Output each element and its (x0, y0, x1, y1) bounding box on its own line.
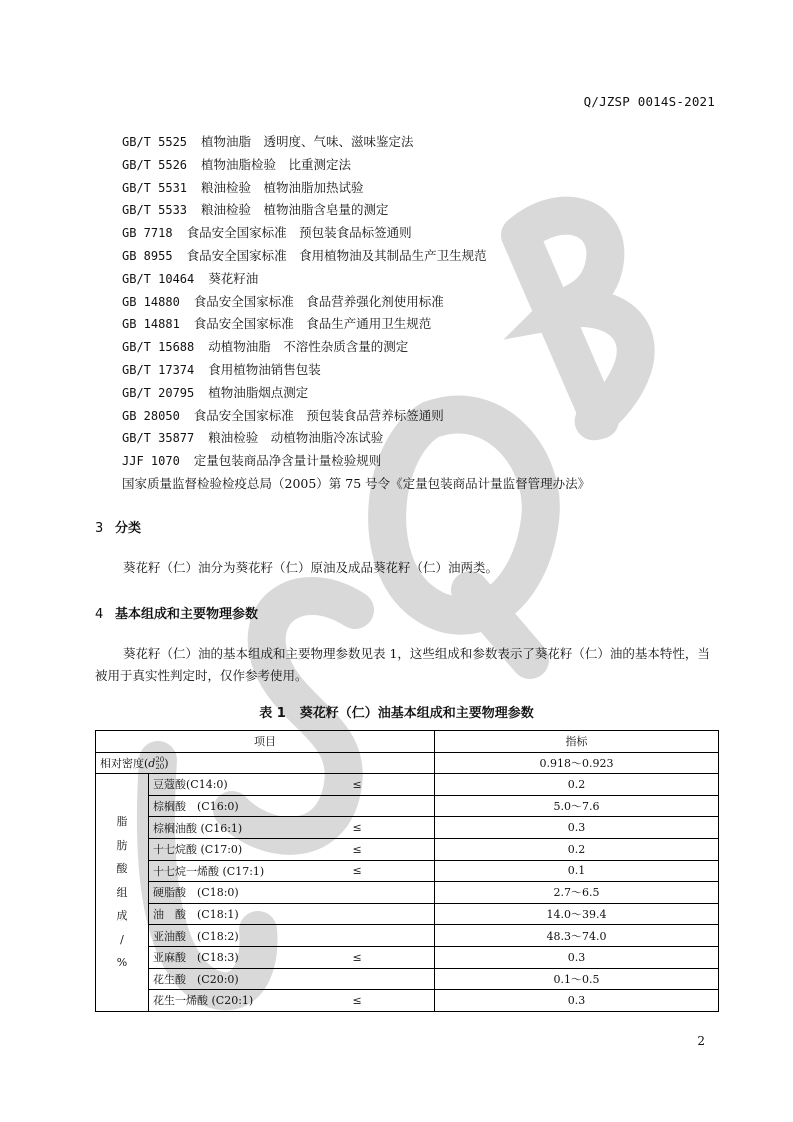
fatty-acid-name: 花生一烯酸 (C20:1) (149, 990, 349, 1012)
fatty-acid-name: 花生酸 (C20:0) (149, 968, 349, 990)
document-code: Q/JZSP 0014S-2021 (583, 94, 715, 109)
reference-item (122, 313, 590, 336)
reference-code: GB/T 35877 (122, 431, 195, 446)
limit-symbol: ≤ (349, 817, 435, 839)
reference-item (122, 291, 590, 314)
section-3-text: 葵花籽（仁）油分为葵花籽（仁）原油及成品葵花籽（仁）油两类。 (123, 560, 499, 575)
limit-symbol (349, 795, 435, 817)
reference-item (122, 336, 590, 359)
table-caption (0, 702, 793, 721)
fatty-acid-value: 14.0～39.4 (435, 903, 719, 925)
limit-symbol: ≤ (349, 774, 435, 796)
table-row (96, 752, 719, 774)
fatty-acid-value: 0.2 (435, 838, 719, 860)
reference-title: 粮油检验 植物油脂加热试验 (201, 179, 364, 195)
section-4-paragraph (95, 643, 718, 687)
reference-title: 定量包装商品净含量计量检验规则 (193, 453, 382, 469)
reference-code: JJF 1070 (122, 454, 180, 469)
density-value: 0.918～0.923 (435, 752, 719, 774)
reference-item (122, 382, 590, 405)
reference-item (122, 154, 590, 177)
page-number: 2 (697, 1034, 705, 1048)
table-row (96, 968, 719, 990)
table-title: 葵花籽（仁）油基本组成和主要物理参数 (299, 706, 534, 721)
limit-symbol (349, 925, 435, 947)
reference-title: 植物油脂烟点测定 (208, 384, 309, 400)
reference-title: 植物油脂检验 比重测定法 (201, 156, 352, 172)
section-number: 4 (95, 607, 104, 622)
fatty-acid-value: 0.3 (435, 817, 719, 839)
section-3-paragraph (95, 557, 718, 579)
fatty-acid-name: 棕榈酸 (C16:0) (149, 795, 349, 817)
table-row (96, 990, 719, 1012)
table-row (96, 838, 719, 860)
reference-item-extra: 国家质量监督检验检疫总局（2005）第 75 号令《定量包装商品计量监督管理办法》 (122, 475, 591, 491)
composition-table (95, 730, 719, 1012)
table-row (96, 860, 719, 882)
table-row (96, 925, 719, 947)
fatty-acid-value: 0.1～0.5 (435, 968, 719, 990)
table-row (96, 946, 719, 968)
section-3-heading (95, 517, 141, 536)
reference-code: GB 28050 (122, 408, 180, 423)
header-value: 指标 (435, 731, 719, 753)
limit-symbol: ≤ (349, 860, 435, 882)
reference-title: 动植物油脂 不溶性杂质含量的测定 (208, 339, 409, 355)
normative-references (122, 131, 590, 496)
table-header-row (96, 731, 719, 753)
reference-title: 粮油检验 植物油脂含皂量的测定 (201, 202, 389, 218)
section-4-text: 葵花籽（仁）油的基本组成和主要物理参数见表 1，这些组成和参数表示了葵花籽（仁）油的基本特性，当被用于真实性判定时，仅作参考使用。 (95, 646, 710, 683)
limit-symbol (349, 882, 435, 904)
fatty-acid-value: 0.2 (435, 774, 719, 796)
reference-code: GB/T 5533 (122, 203, 188, 218)
fatty-acid-value: 0.1 (435, 860, 719, 882)
reference-code: GB 14881 (122, 317, 180, 332)
reference-code: GB/T 5526 (122, 157, 188, 172)
reference-item (122, 359, 590, 382)
limit-symbol: ≤ (349, 838, 435, 860)
fatty-acid-group-label: 脂 肪 酸 组 成 / % (96, 774, 149, 1012)
fatty-acid-name: 油 酸 (C18:1) (149, 903, 349, 925)
section-title: 基本组成和主要物理参数 (115, 607, 259, 622)
reference-title: 植物油脂 透明度、气味、滋味鉴定法 (201, 134, 414, 149)
table-number: 表 1 (259, 706, 286, 721)
fatty-acid-name: 亚麻酸 (C18:3) (149, 946, 349, 968)
reference-title: 食品安全国家标准 预包装食品标签通则 (186, 225, 412, 241)
fatty-acid-name: 棕榈油酸 (C16:1) (149, 817, 349, 839)
limit-symbol (349, 903, 435, 925)
reference-title: 粮油检验 动植物油脂冷冻试验 (208, 430, 384, 446)
fatty-acid-name: 亚油酸 (C18:2) (149, 925, 349, 947)
table-row (96, 903, 719, 925)
density-label: 相对密度(d 20 20 ) (96, 752, 435, 774)
reference-item (122, 427, 590, 450)
reference-code: GB 8955 (122, 248, 173, 263)
table-row (96, 817, 719, 839)
reference-code: GB/T 5525 (122, 135, 188, 149)
fatty-acid-value: 0.3 (435, 990, 719, 1012)
fatty-acid-name: 豆蔻酸(C14:0) (149, 774, 349, 796)
reference-code: GB 7718 (122, 226, 173, 241)
table-row (96, 795, 719, 817)
reference-title: 食品安全国家标准 食用植物油及其制品生产卫生规范 (186, 247, 487, 263)
reference-code: GB/T 20795 (122, 385, 195, 400)
reference-item (122, 222, 590, 245)
header-item: 项目 (96, 731, 435, 753)
limit-symbol: ≤ (349, 990, 435, 1012)
fatty-acid-value: 0.3 (435, 946, 719, 968)
fatty-acid-value: 5.0～7.6 (435, 795, 719, 817)
limit-symbol (349, 968, 435, 990)
reference-title: 食用植物油销售包装 (208, 361, 321, 377)
reference-item (122, 177, 590, 200)
fatty-acid-name: 硬脂酸 (C18:0) (149, 882, 349, 904)
fatty-acid-name: 十七烷酸 (C17:0) (149, 838, 349, 860)
reference-title: 食品安全国家标准 食品生产通用卫生规范 (193, 316, 432, 332)
table-row (96, 774, 719, 796)
reference-title: 食品安全国家标准 预包装食品营养标签通则 (193, 407, 444, 423)
fatty-acid-value: 2.7～6.5 (435, 882, 719, 904)
reference-code: GB/T 17374 (122, 362, 195, 377)
reference-item (122, 245, 590, 268)
section-title: 分类 (115, 521, 142, 536)
reference-item (122, 405, 590, 428)
fatty-acid-value: 48.3～74.0 (435, 925, 719, 947)
reference-code: GB/T 15688 (122, 340, 195, 355)
section-number: 3 (95, 521, 104, 536)
limit-symbol: ≤ (349, 946, 435, 968)
reference-title: 食品安全国家标准 食品营养强化剂使用标准 (193, 293, 444, 309)
reference-item (122, 450, 590, 473)
reference-code: GB/T 10464 (122, 271, 195, 286)
reference-code: GB/T 5531 (122, 180, 188, 195)
reference-item (122, 131, 590, 154)
reference-item (122, 199, 590, 222)
reference-code: GB 14880 (122, 294, 180, 309)
fatty-acid-name: 十七烷一烯酸 (C17:1) (149, 860, 349, 882)
reference-title: 葵花籽油 (208, 270, 259, 286)
reference-item (122, 268, 590, 291)
table-row (96, 882, 719, 904)
section-4-heading (95, 603, 258, 622)
